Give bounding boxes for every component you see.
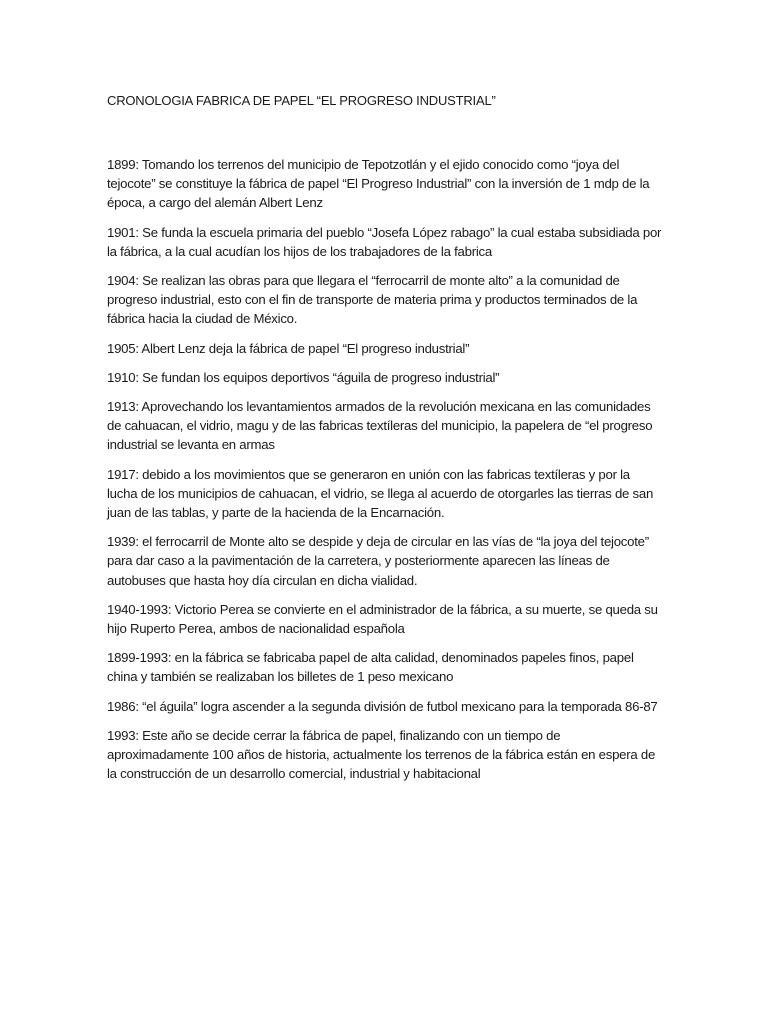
timeline-entry-1901: 1901: Se funda la escuela primaria del pueblo “Josefa López rabago” la cual estaba subsidiada por la fábrica, a la cual acudían los hijos de los trabajadores de la fabrica [107, 224, 662, 259]
timeline-entry-1939: 1939: el ferrocarril de Monte alto se despide y deja de circular en las vías de “la joya del tejocote” para dar caso a la pavimentación de la carretera, y posteriormente aparecen las líneas de autobuses que hasta hoy día circulan en dicha vialidad. [107, 534, 649, 588]
timeline-entry-1940-1993: 1940-1993: Victorio Perea se convierte en el administrador de la fábrica, a su muerte, se queda su hijo Ruperto Perea, ambos de nacionalidad española [107, 601, 658, 637]
document-page [107, 93, 663, 793]
timeline-entry-1904: 1904: Se realizan las obras para que llegara el “ferrocarril de monte alto” a la comunidad de progreso industrial, esto con el fin de transporte de materia prima y productos terminados de la fábrica hacia la ciudad de México. [107, 273, 638, 327]
timeline-entry-1899-1993: 1899-1993: en la fábrica se fabricaba papel de alta calidad, denominados papeles finos, papel china y también se realizaban los billetes de 1 peso mexicano [107, 650, 634, 685]
timeline-entry-1917: 1917: debido a los movimientos que se generaron en unión con las fabricas textíleras y por la lucha de los municipios de cahuacan, el vidrio, se llega al acuerdo de otorgarles las tierras de san juan de las tablas, y parte de la hacienda de la Encarnación. [107, 466, 654, 521]
timeline-entry-1986: 1986: “el águila” logra ascender a la segunda división de futbol mexicano para la temporada 86-87 [107, 698, 658, 714]
timeline-entry-1913: 1913: Aprovechando los levantamientos armados de la revolución mexicana en las comunidades de cahuacan, el vidrio, magu y de las fabricas textíleras del municipio, la papelera de “el progreso industrial se levanta en armas [107, 399, 653, 453]
timeline-entry-1993: 1993: Este año se decide cerrar la fábrica de papel, finalizando con un tiempo de aproximadamente 100 años de historia, actualmente los terrenos de la fábrica están en espera de la construcción de un desarrollo comercial, industrial y habitacional [107, 727, 656, 782]
timeline-entry-1899: 1899: Tomando los terrenos del municipio de Tepotzotlán y el ejido conocido como “joya del tejocote” se constituye la fábrica de papel “El Progreso Industrial” con la inversión de 1 mdp de la época, a cargo del alemán Albert Lenz [107, 157, 650, 211]
document-title: CRONOLOGIA FABRICA DE PAPEL “EL PROGRESO INDUSTRIAL” [107, 93, 496, 108]
timeline-entry-1905: 1905: Albert Lenz deja la fábrica de papel “El progreso industrial” [107, 340, 470, 356]
timeline-entry-1910: 1910: Se fundan los equipos deportivos “águila de progreso industrial” [107, 369, 500, 385]
